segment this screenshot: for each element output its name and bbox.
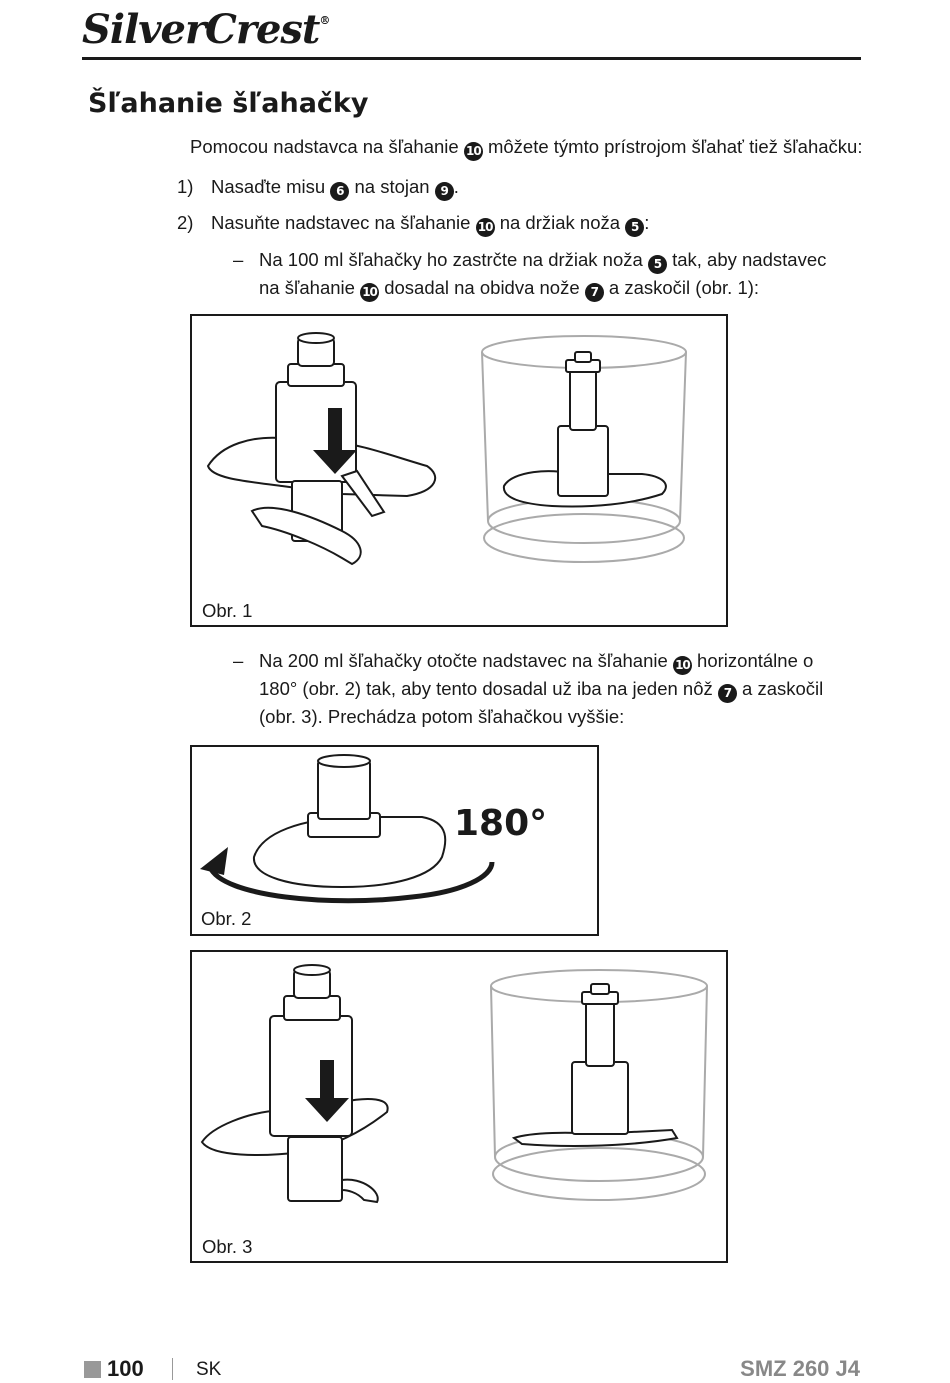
figure-2-label: Obr. 2 — [201, 908, 252, 929]
footer-separator — [172, 1358, 173, 1380]
bullet-dash: – — [233, 650, 244, 671]
rotation-angle: 180° — [454, 803, 548, 844]
section-title: Šľahanie šľahačky — [88, 88, 369, 119]
intro-text: Pomocou nadstavca na šľahanie 10 môžete týmto prístrojom šľahať tiež šľahačku: — [190, 133, 862, 161]
step-number: 2) — [177, 212, 194, 233]
page-number: 100 — [107, 1356, 144, 1381]
footer-square — [84, 1361, 101, 1378]
step-1-text: Nasaďte misu 6 na stojan 9 . — [211, 173, 459, 201]
ref-badge: 10 — [673, 656, 692, 675]
figure-3-illustration — [192, 952, 725, 1260]
ref-badge: 6 — [330, 182, 349, 201]
figure-1-label: Obr. 1 — [202, 600, 253, 621]
brand-logo: SilverCrest® — [82, 6, 330, 53]
figure-3-label: Obr. 3 — [202, 1236, 253, 1257]
figure-1-illustration — [192, 316, 725, 624]
bullet-dash: – — [233, 249, 244, 270]
figure-1 — [190, 314, 728, 627]
figure-2 — [190, 745, 599, 936]
header-rule — [82, 57, 861, 60]
ref-badge: 5 — [625, 218, 644, 237]
language-code: SK — [196, 1359, 222, 1380]
bullet-2-text: Na 200 ml šľahačky otočte nadstavec na šľahanie 10 horizontálne o 180° (obr. 2) tak, aby tento dosadal už iba na jeden nôž 7 a zaskočil (obr. 3). Prechádza potom šľahačkou vyššie: — [259, 650, 824, 727]
ref-badge: 7 — [718, 684, 737, 703]
ref-badge: 10 — [476, 218, 495, 237]
model-number: SMZ 260 J4 — [740, 1356, 860, 1381]
ref-badge: 9 — [435, 182, 454, 201]
bullet-1-text: Na 100 ml šľahačky ho zastrčte na držiak noža 5 tak, aby nadstavec na šľahanie 10 dosadal na obidva nože 7 a zaskočil (obr. 1): — [259, 246, 869, 302]
step-number: 1) — [177, 176, 194, 197]
ref-badge: 5 — [648, 255, 667, 274]
ref-badge: 7 — [585, 283, 604, 302]
figure-3 — [190, 950, 728, 1263]
step-2-text: Nasuňte nadstavec na šľahanie 10 na držiak noža 5 : — [211, 209, 649, 237]
ref-badge: 10 — [360, 283, 379, 302]
figure-2-illustration — [192, 747, 596, 933]
ref-badge: 10 — [464, 142, 483, 161]
